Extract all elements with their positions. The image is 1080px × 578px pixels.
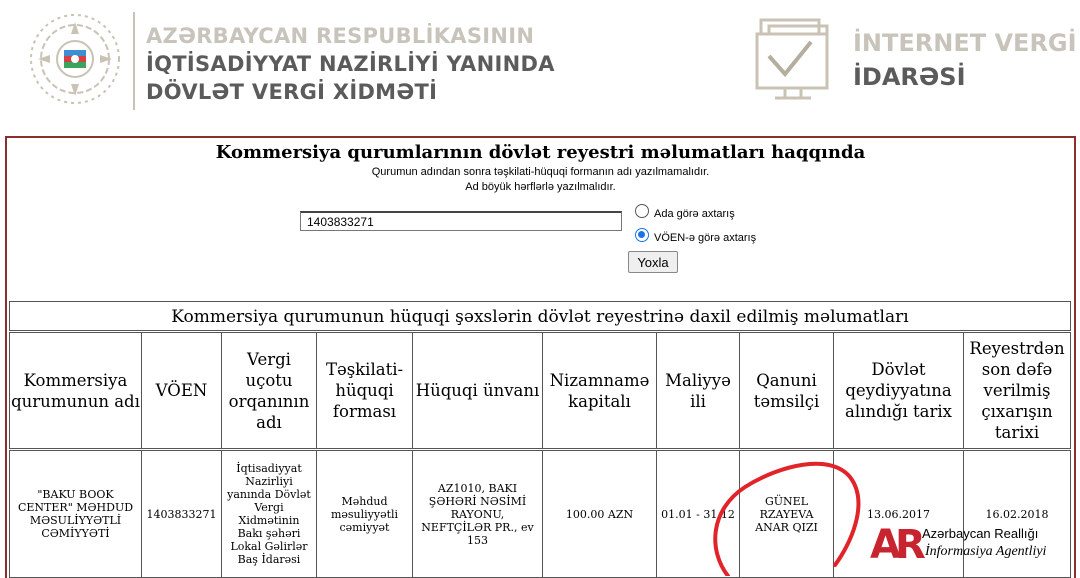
red-annotation-circle <box>700 455 880 576</box>
watermark-logo: AR <box>870 522 920 568</box>
watermark <box>870 520 1080 576</box>
header-legal-address: Hüquqi ünvanı <box>412 332 543 449</box>
header-legal-representative: Qanuni təmsilçi <box>739 332 834 449</box>
cell-voen: 1403833271 <box>141 450 222 578</box>
cell-tax-office: İqtisadiyyat Nazirliyi yanında Dövlət Vergi Xidmətinin Bakı şəhəri Lokal Gəlirlər Baş İdarəsi <box>221 450 317 578</box>
instruction-note-1: Qurumun adından sonra təşkilati-hüquqi formanın adı yazılmamalıdır. <box>371 166 710 178</box>
site-header <box>0 0 1080 130</box>
header-voen: VÖEN <box>141 332 222 449</box>
cell-legal-form: Məhdud məsuliyyətli cəmiyyət <box>316 450 413 578</box>
state-emblem-icon <box>28 12 123 107</box>
service-line-1: İNTERNET VERGİ <box>853 29 1077 57</box>
watermark-line-2: İnformasiya Agentliyi <box>925 544 1047 559</box>
header-divider <box>133 12 135 110</box>
page-title: Kommersiya qurumlarının dövlət reyestri məlumatları haqqında <box>215 142 866 163</box>
radio-search-by-voen-label[interactable]: VÖEN-ə görə axtarış <box>654 232 757 244</box>
organization-name <box>146 22 555 106</box>
service-line-2: İDARƏSİ <box>853 63 966 91</box>
registry-panel <box>5 136 1076 578</box>
header-fiscal-year: Maliyyə ili <box>656 332 740 449</box>
header-charter-capital: Nizamnamə kapitalı <box>542 332 657 449</box>
service-name <box>853 26 1077 94</box>
header-tax-office: Vergi uçotu orqanının adı <box>221 332 317 449</box>
org-line-3: DÖVLƏT VERGİ XİDMƏTİ <box>146 80 438 104</box>
org-line-1: AZƏRBAYCAN RESPUBLİKASININ <box>146 24 535 48</box>
cell-charter-capital: 100.00 AZN <box>542 450 657 578</box>
search-input[interactable]: 1403833271 <box>300 211 622 231</box>
radio-search-by-name[interactable] <box>635 204 649 218</box>
header-registration-date: Dövlət qeydiyyatına alındığı tarix <box>833 332 964 449</box>
radio-search-by-voen[interactable] <box>635 228 649 242</box>
radio-search-by-name-label[interactable]: Ada görə axtarış <box>654 208 735 220</box>
cell-fiscal-year: 01.01 - 31.12 <box>656 450 740 578</box>
cell-legal-representative: GÜNEL RZAYEVA ANAR QIZI <box>739 450 834 578</box>
header-legal-form: Təşkilati-hüquqi forması <box>316 332 413 449</box>
cell-extract-date: 16.02.2018 <box>963 450 1071 578</box>
header-extract-date: Reyestrdən son dəfə verilmiş çıxarışın tarixi <box>963 332 1071 449</box>
check-button[interactable]: Yoxla <box>628 251 678 273</box>
header-company-name: Kommersiya qurumunun adı <box>9 332 142 449</box>
org-line-2: İQTİSADİYYAT NAZİRLİYİ YANINDA <box>146 52 555 76</box>
watermark-line-1: Azərbaycan Reallığı <box>922 526 1039 541</box>
cell-registration-date: 13.06.2017 <box>833 450 964 578</box>
cell-legal-address: AZ1010, BAKI ŞƏHƏRİ NƏSİMİ RAYONU, NEFTÇİLƏR PR., ev 153 <box>412 450 543 578</box>
monitor-checkmark-icon <box>755 16 835 106</box>
cell-company-name: "BAKU BOOK CENTER" MƏHDUD MƏSULİYYƏTLİ CƏMİYYƏTİ <box>9 450 142 578</box>
instruction-note-2: Ad böyük hərflərlə yazılmalıdır. <box>465 181 616 193</box>
results-caption: Kommersiya qurumunun hüquqi şəxslərin dövlət reyestrinə daxil edilmiş məlumatları <box>9 301 1071 331</box>
